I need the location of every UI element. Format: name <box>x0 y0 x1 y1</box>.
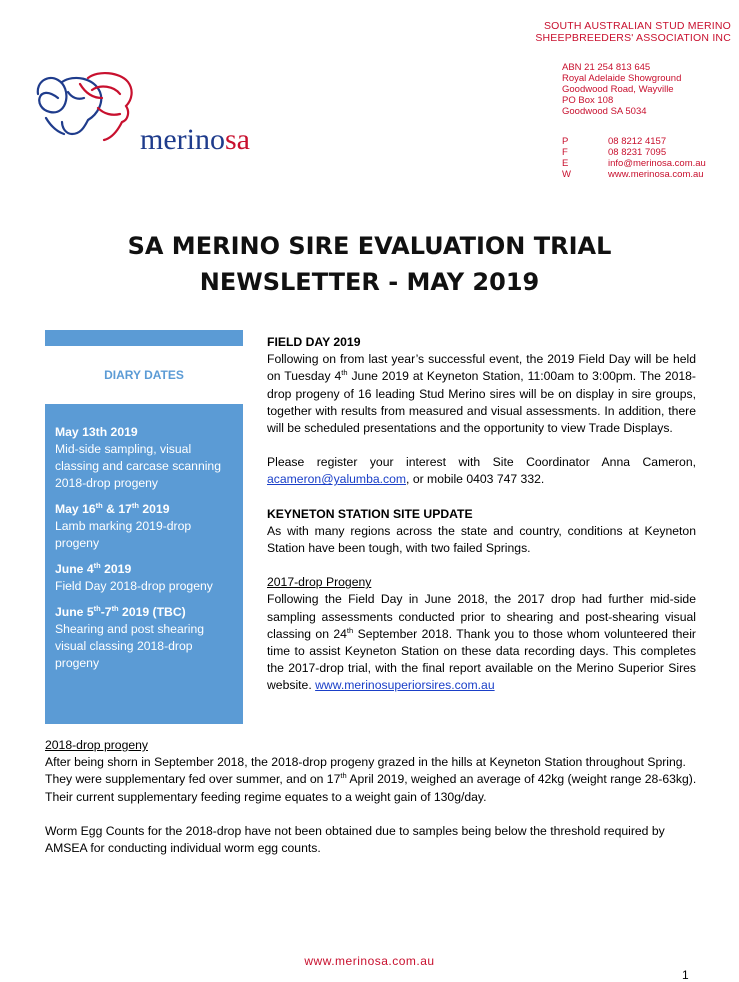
contact-web[interactable] <box>562 169 706 180</box>
diary-header-bar <box>45 330 243 346</box>
diary-heading: DIARY DATES <box>104 368 184 382</box>
page-number: 1 <box>682 968 689 982</box>
subheading-2018-drop: 2018-drop progeny <box>45 738 148 752</box>
org-name-line1: SOUTH AUSTRALIAN STUD MERINO <box>543 20 731 32</box>
field-day-paragraph: Following on from last year’s successful event, the 2019 Field Day will be held on Tuesday 4th June 2019 at Keyneton Station, 11:00am to 3:00pm. The 2018-drop progeny of 16 leading Stud Merino sires will be on display in sire groups, together with results from measured and visual assessments. In addition, there will be scheduled presentations and the opportunity to view Trade Displays. <box>267 352 696 436</box>
diary-entry <box>55 424 233 492</box>
contact-key: P <box>562 136 569 147</box>
drop-2017-paragraph: Following the Field Day in June 2018, the 2017 drop had further mid-side sampling assessments conducted prior to shearing and post-shearing visual classing on 24th September 2018. Thank you to those whom volunteered their time to assist Keyneton Station on these data recording days. This completes the 2017-drop trial, with the final report available on the Merino Superior Sires website. www.merinosuperiorsires.com.au <box>267 592 696 693</box>
logo-wordmark <box>140 124 250 156</box>
site-update-paragraph: As with many regions across the state and country, conditions at Keyneton Station have been tough, with two failed Springs. <box>267 523 696 556</box>
diary-text: Lamb marking 2019-drop progeny <box>55 519 192 550</box>
register-paragraph: Please register your interest with Site Coordinator Anna Cameron, acameron@yalumba.com, or mobile 0403 747 332. <box>267 455 696 487</box>
section-heading-site-update: KEYNETON STATION SITE UPDATE <box>267 506 473 521</box>
footer-website[interactable]: www.merinosa.com.au <box>304 954 435 968</box>
contact-email[interactable] <box>562 158 706 169</box>
title-line2: NEWSLETTER - MAY 2019 <box>199 268 540 296</box>
main-column <box>267 334 696 695</box>
contact-fax <box>562 147 706 158</box>
diary-text: Field Day 2018-drop progeny <box>55 579 213 593</box>
org-name <box>535 20 731 44</box>
ram-head-red-icon <box>80 73 132 140</box>
email-link[interactable]: acameron@yalumba.com <box>267 472 407 487</box>
contact-phone <box>562 136 706 147</box>
contact-key: E <box>562 158 569 169</box>
contact-key: F <box>562 147 568 158</box>
wordmark-merino: merino <box>140 123 225 156</box>
progeny-2018-section <box>45 737 700 857</box>
contact-value[interactable]: www.merinosa.com.au <box>608 169 704 180</box>
contact-value: 08 8231 7095 <box>608 147 667 158</box>
address-line: Royal Adelaide Showground <box>562 73 682 84</box>
wordmark-sa: sa <box>224 123 250 156</box>
subheading-2017-drop: 2017-drop Progeny <box>267 575 372 590</box>
diary-dates-box <box>45 404 243 724</box>
ram-head-blue-icon <box>38 78 101 134</box>
title-line1: SA MERINO SIRE EVALUATION TRIAL <box>127 232 612 260</box>
diary-entry <box>55 604 233 672</box>
diary-entry <box>55 501 233 552</box>
page-title <box>0 228 739 300</box>
worm-egg-paragraph: Worm Egg Counts for the 2018-drop have not been obtained due to samples being below the threshold required by AMSEA for conducting individual worm egg counts. <box>45 823 665 856</box>
contact-value[interactable]: info@merinosa.com.au <box>608 158 706 169</box>
diary-date: May 13th 2019 <box>55 425 138 439</box>
org-name-line2: SHEEPBREEDERS' ASSOCIATION INC <box>535 32 731 44</box>
diary-entry <box>55 561 233 595</box>
diary-text: Shearing and post shearing visual classing 2018-drop progeny <box>55 622 205 670</box>
section-heading-field-day: FIELD DAY 2019 <box>267 335 361 349</box>
diary-date: May 16th & 17th 2019 <box>55 500 170 516</box>
diary-text: Mid-side sampling, visual classing and carcase scanning 2018-drop progeny <box>55 442 221 490</box>
abn: ABN 21 254 813 645 <box>562 62 651 73</box>
contact-key: W <box>562 169 571 180</box>
address-line: Goodwood SA 5034 <box>562 106 647 117</box>
progeny-2018-paragraph: After being shorn in September 2018, the 2018-drop progeny grazed in the hills at Keyneton Station throughout Spring. They were supplementary fed over summer, and on 17th April 2019, weighed an average of 42kg (weight range 28-63kg). Their current supplementary feeding regime equates to a weight gain of 130g/day. <box>45 755 697 804</box>
diary-date: June 5th-7th 2019 (TBC) <box>55 603 186 619</box>
address-block <box>562 62 681 117</box>
contact-block <box>562 136 706 180</box>
address-line: PO Box 108 <box>562 95 614 106</box>
website-link[interactable]: www.merinosuperiorsires.com.au <box>315 678 495 693</box>
contact-value: 08 8212 4157 <box>608 136 667 147</box>
diary-date: June 4th 2019 <box>55 560 132 576</box>
address-line: Goodwood Road, Wayville <box>562 84 674 95</box>
